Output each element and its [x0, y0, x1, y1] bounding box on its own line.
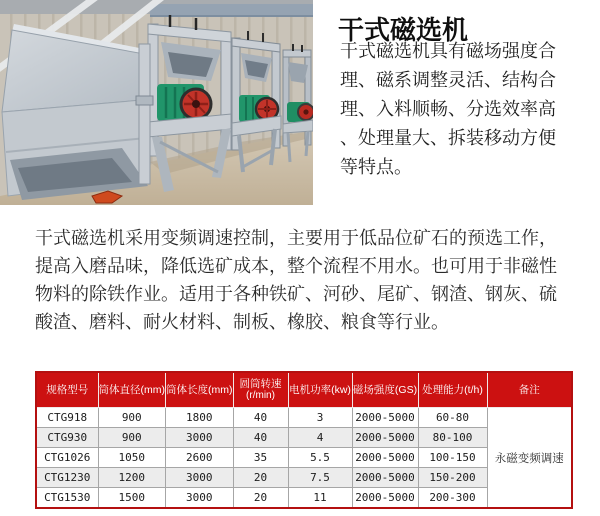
description-line: 酸渣、磨料、耐火材料、制板、橡胶、粮食等行业。 [35, 312, 449, 332]
column-header: 规格型号 [36, 372, 98, 408]
description-line: 提高入磨品味，降低选矿成本，整个流程不用水。也可用于非磁性 [35, 256, 557, 276]
spec-cell: 7.5 [288, 468, 352, 488]
column-header: 筒体长度(mm) [166, 372, 234, 408]
description-text [35, 224, 580, 336]
column-header: 备注 [487, 372, 572, 408]
spec-cell: 1050 [98, 448, 166, 468]
spec-cell: 20 [233, 488, 288, 509]
spec-cell: 2000-5000 [352, 408, 418, 428]
intro-line: 、处理量大、拆装移动方便 [340, 128, 556, 148]
spec-cell: 900 [98, 428, 166, 448]
description-line: 物料的除铁作业。适用于各种铁矿、河砂、尾矿、钢渣、钢灰、硫 [35, 284, 557, 304]
spec-cell: 3 [288, 408, 352, 428]
spec-cell: 3000 [166, 468, 234, 488]
spec-cell: 3000 [166, 428, 234, 448]
remark-cell: 永磁变频调速 [487, 408, 572, 509]
spec-cell: 2600 [166, 448, 234, 468]
column-header: 磁场强度(GS) [352, 372, 418, 408]
description-line: 干式磁选机采用变频调速控制，主要用于低品位矿石的预选工作， [35, 228, 557, 248]
table-row [36, 408, 572, 428]
intro-text [340, 37, 576, 182]
spec-cell: 2000-5000 [352, 448, 418, 468]
spec-cell: 1200 [98, 468, 166, 488]
column-header: 电机功率(kw) [288, 372, 352, 408]
model-cell: CTG930 [36, 428, 98, 448]
product-title: 干式磁选机 [338, 15, 469, 46]
intro-line: 干式磁选机具有磁场强度合 [340, 41, 556, 61]
intro-line: 理、入料顺畅、分选效率高 [340, 99, 556, 119]
spec-cell: 900 [98, 408, 166, 428]
spec-cell: 11 [288, 488, 352, 509]
spec-cell: 2000-5000 [352, 428, 418, 448]
model-cell: CTG1230 [36, 468, 98, 488]
spec-cell: 150-200 [418, 468, 487, 488]
spec-cell: 80-100 [418, 428, 487, 448]
intro-line: 等特点。 [340, 157, 412, 177]
spec-cell: 1800 [166, 408, 234, 428]
spec-cell: 40 [233, 428, 288, 448]
model-cell: CTG1026 [36, 448, 98, 468]
spec-cell: 35 [233, 448, 288, 468]
spec-cell: 20 [233, 468, 288, 488]
spec-cell: 5.5 [288, 448, 352, 468]
machine-photo-illustration [0, 0, 313, 205]
spec-cell: 40 [233, 408, 288, 428]
spec-cell: 1500 [98, 488, 166, 509]
spec-cell: 2000-5000 [352, 468, 418, 488]
spec-table-body [36, 408, 572, 509]
spec-cell: 2000-5000 [352, 488, 418, 509]
spec-cell: 100-150 [418, 448, 487, 468]
spec-cell: 4 [288, 428, 352, 448]
column-header: 处理能力(t/h) [418, 372, 487, 408]
spec-table [35, 371, 573, 509]
spec-cell: 200-300 [418, 488, 487, 509]
spec-table-header [36, 372, 572, 408]
machine-unit-1 [2, 24, 153, 200]
model-cell: CTG1530 [36, 488, 98, 509]
spec-cell: 3000 [166, 488, 234, 509]
column-header: 圆筒转速 (r/min) [233, 372, 288, 408]
column-header-unit: (r/min) [246, 390, 275, 401]
product-photo [0, 0, 313, 205]
column-header: 筒体直径(mm) [98, 372, 166, 408]
spec-cell: 60-80 [418, 408, 487, 428]
intro-line: 理、磁系调整灵活、结构合 [340, 70, 556, 90]
model-cell: CTG918 [36, 408, 98, 428]
